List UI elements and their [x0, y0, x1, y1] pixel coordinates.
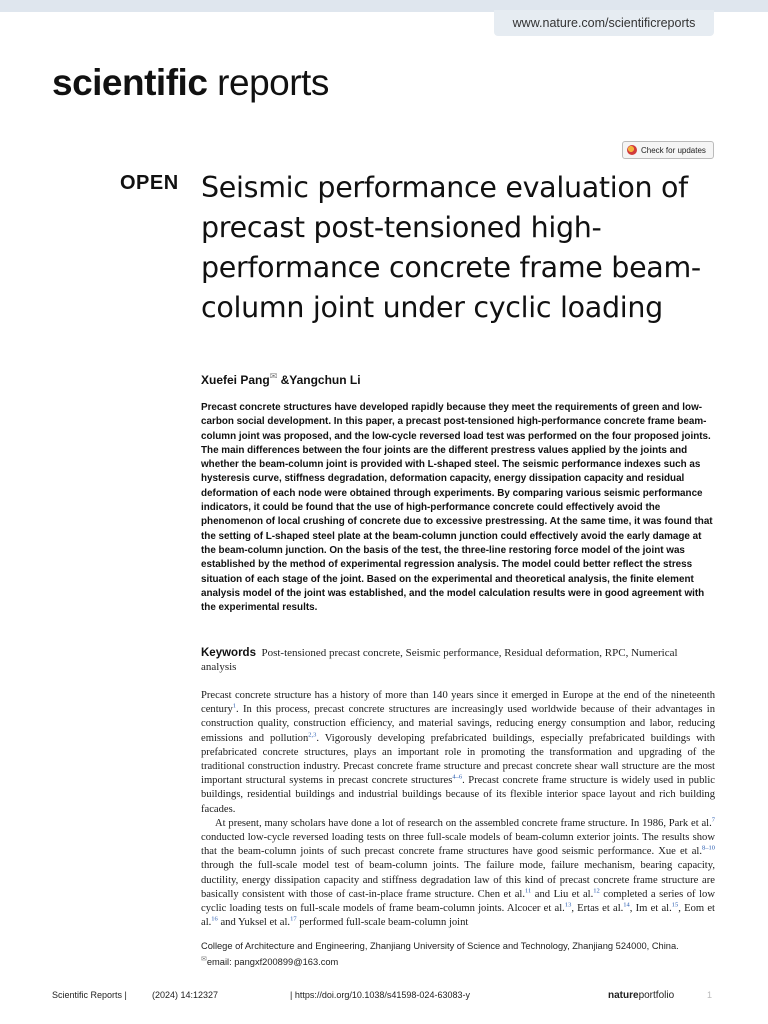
author-name[interactable]: Yangchun Li — [289, 373, 361, 387]
body-text — [201, 689, 715, 930]
open-access-label: OPEN — [120, 172, 179, 194]
citation-link[interactable]: 1 — [232, 702, 237, 710]
envelope-icon[interactable]: ✉ — [269, 371, 278, 381]
affiliation-block — [201, 939, 721, 969]
footer-volume: (2024) 14:12327 — [152, 990, 219, 1000]
citation-link[interactable]: 17 — [290, 915, 297, 923]
page-number: 1 — [707, 990, 713, 1000]
citation-link[interactable]: 8–10 — [702, 844, 715, 852]
author-name[interactable]: Xuefei Pang — [201, 373, 270, 387]
journal-url-tab[interactable] — [494, 10, 714, 36]
author-separator: & — [277, 373, 290, 387]
corresponding-email-line — [201, 953, 721, 969]
citation-link[interactable]: 12 — [593, 887, 600, 895]
check-for-updates-button[interactable] — [622, 141, 714, 159]
article-title: Seismic performance evaluation of precast post-tensioned high-performance concrete frame beam-column joint under cyclic loading — [201, 171, 701, 324]
nature-portfolio-logo: natureportfolio — [608, 990, 675, 1001]
journal-logo-bold: scientific — [52, 62, 208, 103]
envelope-icon: ✉ — [201, 956, 207, 963]
crossmark-icon — [627, 145, 637, 155]
citation-link[interactable]: 7 — [711, 816, 715, 824]
keywords — [201, 646, 715, 674]
author-list — [201, 371, 361, 387]
citation-link[interactable]: 4–6 — [452, 773, 463, 781]
paragraph: At present, many scholars have done a lot of research on the assembled concrete frame structure. In 1986, Park et al.$^7$ conducted low-cycle reversed loading tests on three full-scale models of beam-column exterior joints. The results show that the beam-column joints of such precast concrete frame structures have good seismic performance. Xue et al.$^{8-10}$ through the full-scale model test of beam-column joints. The failure mode, failure mechanism, bearing capacity, ductility, energy dissipation capacity and stiffness degradation law of this kind of precast concrete frame structure are basically consistent with those of cast-in-place frame structure. Chen et al.$^{11}$ and Liu et al.$^{12}$ completed a series of low cyclic loading tests on full-scale models of frame beam-column joints. Alcocer et al.$^{13}$, Ertas et al.$^{14}$, Im et al.$^{15}$, Eom et al.$^{16}$ and Yuksel et al.$^{17}$ performed full-scale beam-column joint — [201, 816, 715, 929]
paragraph: Precast concrete structure has a history of more than 140 years since it emerged in Europe at the end of the nineteenth century$^1$. In this process, precast concrete structures are increasingly used worldwide because of their advantages in construction quality, construction efficiency, and material savings, reducing energy consumption and labor, reducing emissions and pollution$^{2,3}$. Vigorously developing prefabricated buildings, especially prefabricated buildings with prefabricated concrete structures, plays an important role in promoting the transformation and upgrading of the traditional construction industry. Precast concrete frame structure and precast concrete shear wall structure are the most important structural systems in precast concrete structures$^{4-6}$. Precast concrete frame structure is widely used in public buildings, residential buildings and industrial buildings because of its flexible interior space layout and rich building facades. — [201, 690, 715, 815]
journal-url[interactable]: www.nature.com/scientificreports — [512, 16, 696, 30]
abstract: Precast concrete structures have developed rapidly because they meet the requirements of green and low-carbon social development. In this paper, a precast post-tensioned high-performance concrete frame beam-column joint was proposed, and the low-cycle reversed load test was performed on the four proposed joints. The main differences between the four joints are the different prestress values applied by the joints and whether the beam-column joint is provided with L-shaped steel. The seismic performance indexes such as hysteresis curve, stiffness degradation, deformation capacity, energy dissipation capacity and residual deformation of each node were obtained through experiments. By comparing various seismic performance indicators, it could be found that the use of high-performance concrete could effectively avoid the phenomenon of local crushing of concrete due to excessive prestressing. At the same time, it was found that the setting of L-shaped steel plate at the beam-column junction could effectively avoid the early damage at the beam-column junction. On the basis of the test, the three-line restoring force model of the joint was established by the method of experimental regression analysis. The model could better reflect the stress situation of each stage of the joint. Based on the experimental and theoretical analysis, the finite element analysis model of the joint was established, and the model calculation results were in good agreement with the experimental results. — [201, 402, 713, 614]
citation-link[interactable]: 11 — [525, 887, 532, 895]
page-footer — [52, 990, 716, 1004]
citation-link[interactable]: 2,3 — [308, 731, 317, 739]
footer-doi-link[interactable]: | https://doi.org/10.1038/s41598-024-63083-y — [290, 990, 470, 1000]
citation-link[interactable]: 13 — [564, 901, 572, 909]
email-link[interactable]: email: pangxf200899@163.com — [206, 957, 339, 968]
affiliation: College of Architecture and Engineering, Zhanjiang University of Science and Technology, Zhanjiang 524000, China. — [201, 941, 679, 951]
journal-logo[interactable] — [52, 62, 329, 104]
citation-link[interactable]: 14 — [623, 901, 630, 909]
journal-logo-light: reports — [207, 62, 329, 103]
footer-journal: Scientific Reports | — [52, 990, 127, 1000]
keywords-list: Post-tensioned precast concrete, Seismic performance, Residual deformation, RPC, Numerical analysis — [201, 647, 678, 673]
citation-link[interactable]: 16 — [211, 915, 218, 923]
citation-link[interactable]: 15 — [671, 901, 679, 909]
keywords-label: Keywords — [201, 647, 256, 659]
check-updates-label: Check for updates — [641, 145, 706, 155]
